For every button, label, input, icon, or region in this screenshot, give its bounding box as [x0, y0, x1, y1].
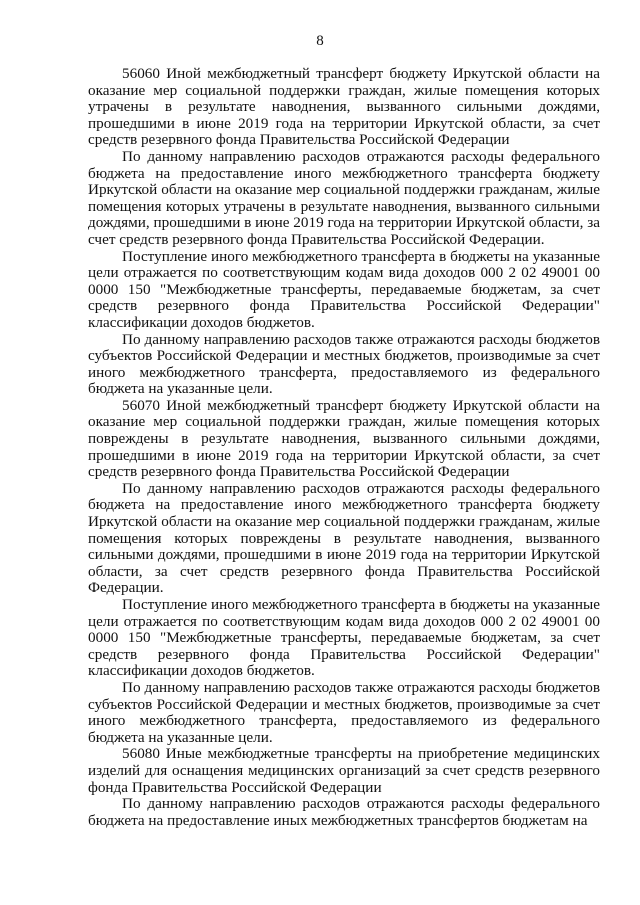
document-body — [88, 66, 600, 829]
paragraph-56070-heading: 56070 Иной межбюджетный трансферт бюджету Иркутской области на оказание мер социальной поддержки граждан, жилые помещения которых повреждены в результате наводнения, вызванного сильными дождями, прошедшими в июне 2019 года на территории Иркутской области, за счет средств резервного фонда Правительства Российской Федерации — [88, 396, 600, 481]
page-number: 8 — [316, 33, 324, 49]
paragraph-56060-heading: 56060 Иной межбюджетный трансферт бюджету Иркутской области на оказание мер социальной поддержки граждан, жилые помещения которых утрачены в результате наводнения, вызванного сильными дождями, прошедшими в июне 2019 года на территории Иркутской области, за счет средств резервного фонда Правительства Российской Федерации — [88, 65, 600, 149]
paragraph: По данному направлению расходов также отражаются расходы бюджетов субъектов Российской Федерации и местных бюджетов, производимые за счет иного межбюджетного трансферта, предоставляемого из федерального бюджета на указанные цели. — [88, 330, 600, 398]
paragraph: По данному направлению расходов отражаются расходы федерального бюджета на предоставление иного межбюджетного трансферта бюджету Иркутской области на оказание мер социальной поддержки гражданам, жилые помещения которых утрачены в результате наводнения, вызванного сильными дождями, прошедшими в июне 2019 года на территории Иркутской области, за счет средств резервного фонда Правительства Российской Федерации. — [88, 147, 600, 248]
paragraph: Поступление иного межбюджетного трансферта в бюджеты на указанные цели отражается по соответствующим кодам вида доходов 000 2 02 49001 00 0000 150 "Межбюджетные трансферты, передаваемые бюджетам, за счет средств резервного фонда Правительства Российской Федерации" классификации доходов бюджетов. — [88, 247, 600, 331]
paragraph: По данному направлению расходов отражаются расходы федерального бюджета на предоставление иного межбюджетного трансферта бюджету Иркутской области на оказание мер социальной поддержки гражданам, жилые помещения которых повреждены в результате наводнения, вызванного сильными дождями, прошедшими в июне 2019 года на территории Иркутской области, за счет средств резервного фонда Правительства Российской Федерации. — [88, 479, 600, 597]
paragraph: По данному направлению расходов отражаются расходы федерального бюджета на предоставление иных межбюджетных трансфертов бюджетам на — [88, 795, 600, 829]
paragraph: По данному направлению расходов также отражаются расходы бюджетов субъектов Российской Федерации и местных бюджетов, производимые за счет иного межбюджетного трансферта, предоставляемого из федерального бюджета на указанные цели. — [88, 678, 600, 746]
paragraph-56080-heading: 56080 Иные межбюджетные трансферты на приобретение медицинских изделий для оснащения медицинских организаций за счет средств резервного фонда Правительства Российской Федерации — [88, 745, 600, 796]
paragraph: Поступление иного межбюджетного трансферта в бюджеты на указанные цели отражается по соответствующим кодам вида доходов 000 2 02 49001 00 0000 150 "Межбюджетные трансферты, передаваемые бюджетам, за счет средств резервного фонда Правительства Российской Федерации" классификации доходов бюджетов. — [88, 596, 600, 680]
